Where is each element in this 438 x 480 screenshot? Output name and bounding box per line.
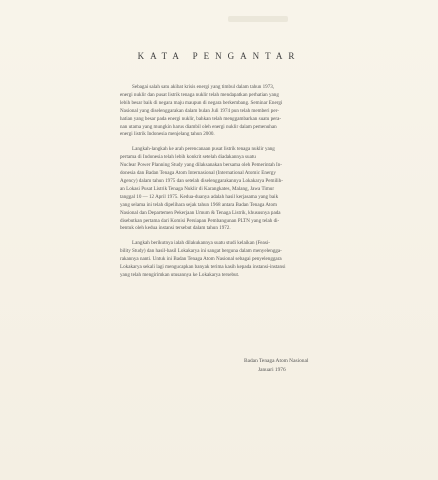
text-line: Langkah berikutnya ialah dilakukannya suatu studi kelaikan (Feasi- [132,240,270,247]
text-line: energi listrik Indonesia menjelang tahun 2000. [120,131,215,138]
document-body [120,84,352,287]
text-line: yang telah mengirimkan utusannya ke Lokakarya tersebut. [120,271,240,278]
text-line: Sebagai salah satu akibat krisis energi yang timbul dalam tahun 1973, [132,84,275,90]
text-line: yang selama ini telah dipelihara sejak tahun 1968 antara Badan Tenaga Atom [120,201,277,208]
text-line: Nasional dan Departemen Pekerjaan Umum & Tenaga Listrik, khususnya pada [120,209,281,216]
text-line: rakannya nanti. Untuk ini Badan Tenaga Atom Nasional sebagai penyelenggara [120,256,282,263]
text-line: bility Study) dan hasil-hasil Lokakarya ini sangat berguna dalam menyelengga- [120,248,282,255]
text-line: an Lokasi Pusat Listrik Tenaga Nuklir di Karangkates, Malang, Jawa Timur [120,185,275,192]
text-line: nan utama yang mungkin harus diambil oleh energi nuklir dalam pemenuhan [120,123,277,130]
text-line: pertama di Indonesia telah lebih konkrit setelah diadakannya suatu [120,154,256,161]
text-line: Nasional yang diselenggarakan dalam bulan Juli 1974 pun telah memberi per- [120,107,279,114]
faded-header-mark [228,16,288,22]
text-line: tanggal 10 — 12 April 1975. Kedua-duanya adalah hasil kerjasama yang baik [120,193,279,200]
page-title: KATA PENGANTAR [137,51,301,61]
text-line: disebutkan pertama dari Komisi Persiapan Pembangunan PLTN yang telah di- [120,217,280,224]
paragraph-3 [120,240,352,280]
text-line: Nuclear Power Planning Study yang dilaksanakan bersama oleh Pemerintah In- [120,162,282,169]
text-line: hatian yang besar pada energi nuklir, bahkan telah menggambarkan suatu pera- [120,115,282,122]
text-line: Agency) dalam tahun 1975 dan setelah diselenggarakannya Lokakarya Pemilih- [120,177,283,184]
text-line: bentuk oleh kedua instansi tersebut dalam tahun 1972. [120,225,231,232]
signature-org: Badan Tenaga Atom Nasional [244,358,309,364]
text-line: lebih besar baik di negara maju maupun di negara berkembang. Seminar Energi [120,99,283,106]
text-line: Lokakarya sekali lagi mengucapkan banyak terima kasih kepada instansi-instansi [120,264,286,271]
signature-block [244,357,308,375]
text-line: energi nuklir dan pusat listrik tenaga nuklir telah mendapatkan perhatian yang [120,91,279,98]
paragraph-1 [120,84,352,139]
signature-date: Januari 1976 [258,367,286,373]
text-line: Langkah-langkah ke arah perencanaan pusat listrik tenaga nuklir yang [132,146,275,153]
paragraph-2 [120,146,352,233]
text-line: donesia dan Badan Tenaga Atom Internasional (International Atomic Energy [120,170,276,177]
